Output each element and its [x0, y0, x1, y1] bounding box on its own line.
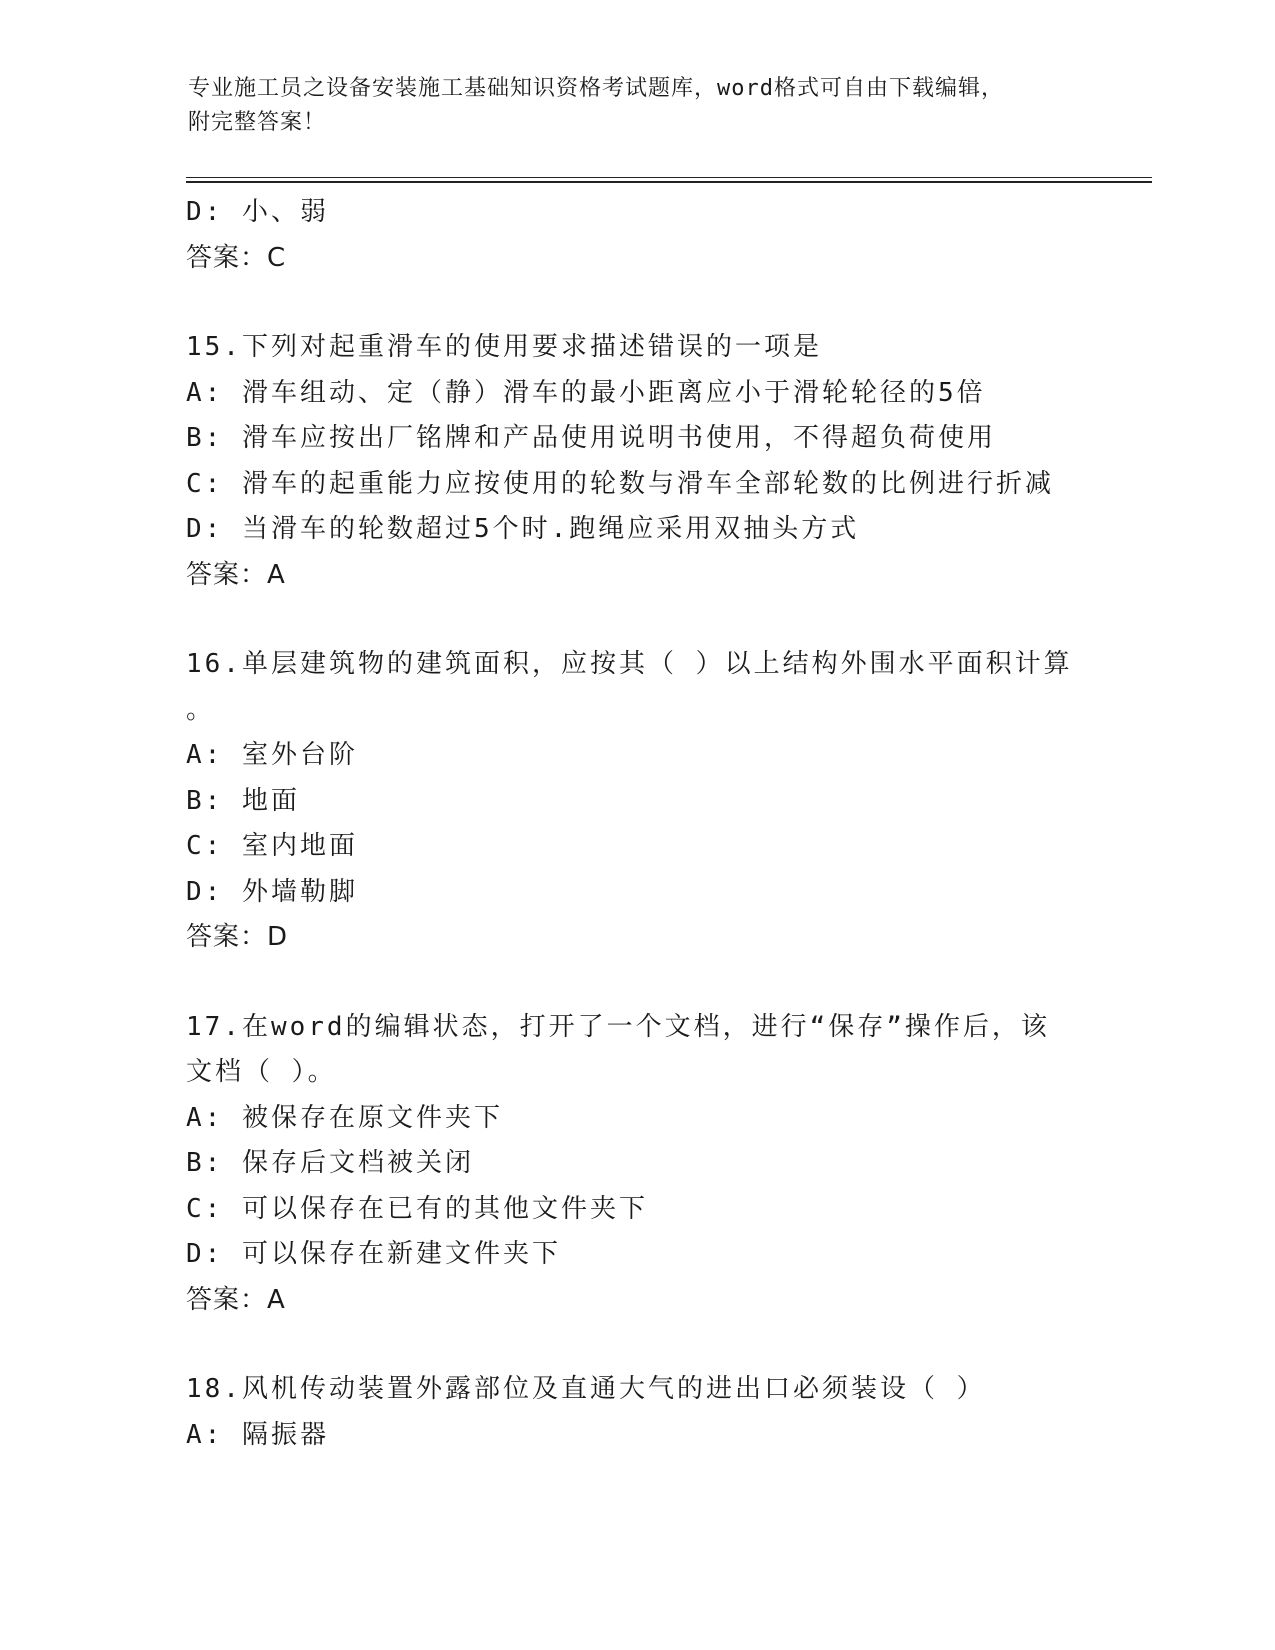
question-stem-continued: 。: [186, 694, 216, 725]
header-line-1: 专业施工员之设备安装施工基础知识资格考试题库，word格式可自由下载编辑，: [188, 76, 1004, 101]
spacer: [186, 1323, 1086, 1367]
option-d: D: 当滑车的轮数超过5个时.跑绳应采用双抽头方式: [186, 514, 860, 544]
answer: 答案：A: [186, 559, 286, 590]
prev-answer: 答案：C: [186, 242, 287, 273]
option-c: C: 可以保存在已有的其他文件夹下: [186, 1193, 648, 1224]
spacer: [186, 598, 1086, 642]
question-block-18: [186, 1367, 1086, 1458]
option-d: D: 外墙勒脚: [186, 876, 358, 907]
option-b: B: 滑车应按出厂铭牌和产品使用说明书使用，不得超负荷使用: [186, 423, 996, 453]
header-line-2: 附完整答案！: [188, 110, 327, 135]
option-d: D: 可以保存在新建文件夹下: [186, 1239, 561, 1269]
option-c: C: 室内地面: [186, 831, 358, 861]
question-block-16: [186, 642, 1086, 961]
question-stem-continued: 文档（ ）。: [186, 1057, 337, 1087]
answer: 答案：A: [186, 1284, 286, 1315]
question-stem: 15.下列对起重滑车的使用要求描述错误的一项是: [186, 332, 822, 362]
option-a: A: 滑车组动、定（静）滑车的最小距离应小于滑轮轮径的5倍: [186, 377, 986, 408]
document-header: [188, 72, 1068, 140]
option-a: A: 隔振器: [186, 1419, 329, 1450]
question-stem: 16.单层建筑物的建筑面积，应按其（ ）以上结构外围水平面积计算: [186, 649, 1073, 679]
spacer: [186, 961, 1086, 1005]
option-a: A: 室外台阶: [186, 740, 358, 770]
spacer: [186, 281, 1086, 325]
option-b: B: 地面: [186, 785, 300, 816]
question-stem: 18.风机传动装置外露部位及直通大气的进出口必须装设（ ）: [186, 1374, 986, 1404]
question-block-17: [186, 1005, 1086, 1324]
prev-option-d: D: 小、弱: [186, 197, 329, 227]
question-block-15: [186, 325, 1086, 598]
header-divider-thin: [186, 177, 1152, 178]
option-b: B: 保存后文档被关闭: [186, 1148, 474, 1178]
question-stem: 17.在word的编辑状态，打开了一个文档，进行“保存”操作后，该: [186, 1011, 1050, 1042]
question-list: [186, 190, 1086, 1458]
option-a: A: 被保存在原文件夹下: [186, 1102, 503, 1133]
answer: 答案：D: [186, 922, 289, 952]
option-c: C: 滑车的起重能力应按使用的轮数与滑车全部轮数的比例进行折减: [186, 468, 1054, 499]
header-divider-thick: [186, 181, 1152, 183]
